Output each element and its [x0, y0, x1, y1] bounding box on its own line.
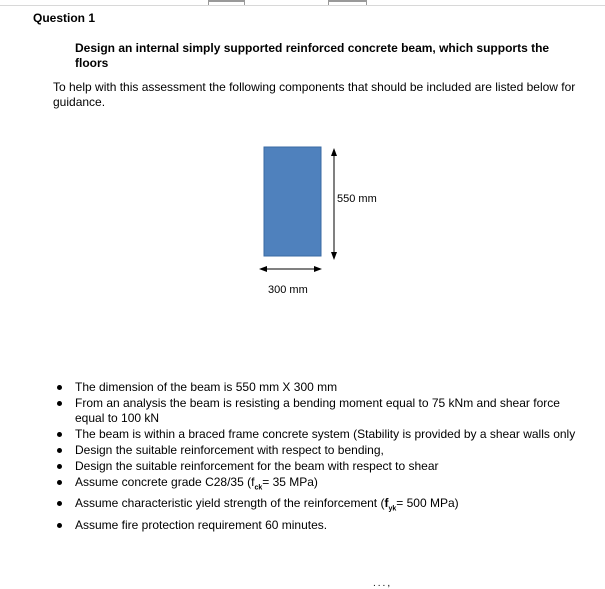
width-dimension-label: 300 mm [268, 284, 308, 296]
bullet-icon [57, 464, 62, 469]
beam-cross-section [264, 147, 321, 256]
bullet-icon [57, 480, 62, 485]
requirements-list [57, 380, 587, 534]
list-item: Assume fire protection requirement 60 minutes. [57, 518, 587, 533]
bullet-icon [57, 401, 62, 406]
height-arrow-top [331, 148, 337, 156]
bullet-icon [57, 523, 62, 528]
page-top-border [0, 5, 605, 6]
intro-paragraph: To help with this assessment the following components that should be included are listed below for guidance. [53, 80, 576, 109]
list-item: The dimension of the beam is 550 mm X 300 mm [57, 380, 587, 395]
bullet-icon [57, 385, 62, 390]
list-item: The beam is within a braced frame concrete system (Stability is provided by a shear walls only [57, 427, 587, 442]
ruler-tick [366, 0, 367, 5]
bullet-icon [57, 432, 62, 437]
task-statement: Design an internal simply supported reinforced concrete beam, which supports the floors [75, 41, 550, 70]
question-heading: Question 1 [33, 11, 96, 25]
cut-off-footer-text: ..., [373, 578, 393, 589]
list-item: Assume concrete grade C28/35 ($f_{ck}= 35$ MPa) [57, 475, 587, 495]
bullet-icon [57, 448, 62, 453]
ruler-tick [244, 0, 245, 5]
ruler-mark-right [328, 0, 366, 2]
height-dimension-label: 550 mm [337, 193, 377, 205]
ruler-mark-left [208, 0, 244, 2]
list-item: From an analysis the beam is resisting a bending moment equal to 75 kNm and shear force equal to 100 kN [57, 396, 587, 426]
bullet-icon [57, 501, 62, 506]
list-item: Assume characteristic yield strength of the reinforcement ($f_{yk}= 500$ MPa) [57, 496, 587, 516]
list-item: Design the suitable reinforcement with respect to bending, [57, 443, 587, 458]
height-arrow-bottom [331, 252, 337, 260]
list-item: Design the suitable reinforcement for the beam with respect to shear [57, 459, 587, 474]
ruler-tick [328, 0, 329, 5]
width-arrow-right [314, 266, 322, 272]
ruler-tick [208, 0, 209, 5]
width-arrow-left [259, 266, 267, 272]
